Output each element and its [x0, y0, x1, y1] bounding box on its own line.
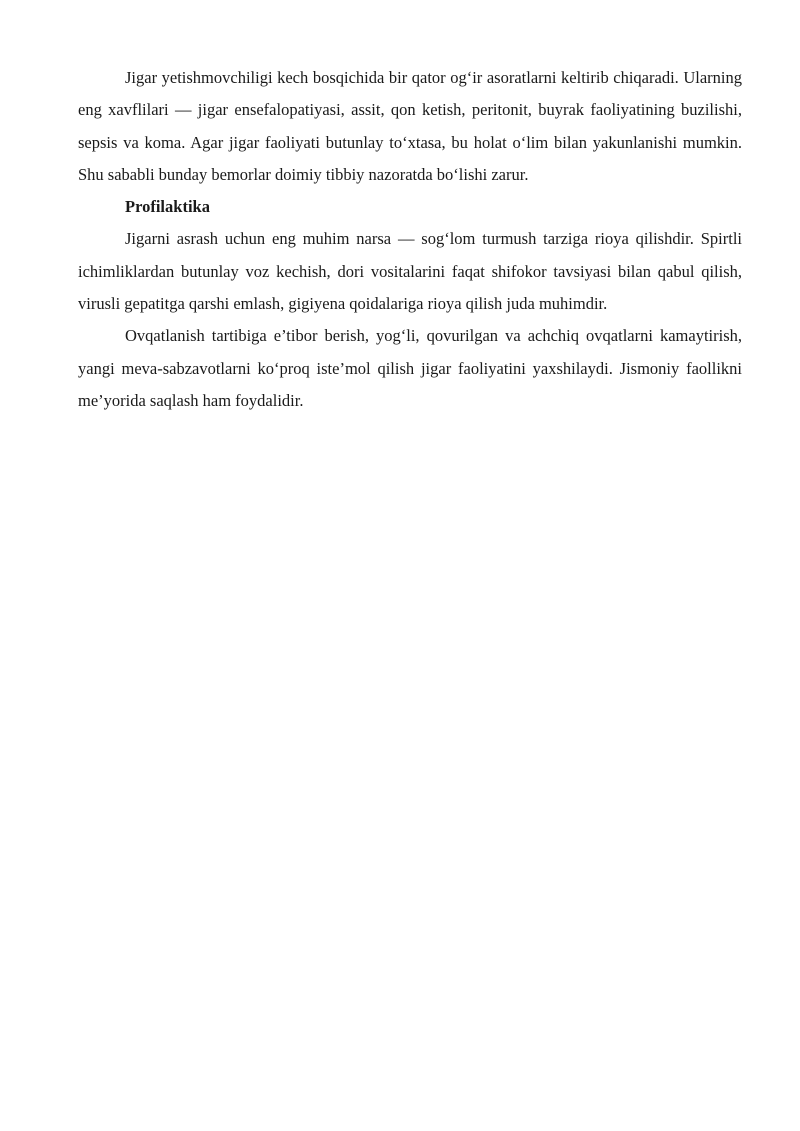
section-heading-profilaktika: Profilaktika: [125, 197, 210, 217]
paragraph-complications: Jigar yetishmovchiligi kech bosqichida bir qator og‘ir asoratlarni keltirib chiqaradi. Ularning eng xavflilari — jigar ensefalopatiyasi, assit, qon ketish, peritonit, buyrak faoliyatining buzilishi, sepsis va koma. Agar jigar faoliyati butunlay to‘xtasa, bu holat o‘lim bilan yakunlanishi mumkin. Shu sababli bunday bemorlar doimiy tibbiy nazoratda bo‘lishi zarur.: [78, 68, 742, 184]
paragraph-prevention-diet: Ovqatlanish tartibiga e’tibor berish, yog‘li, qovurilgan va achchiq ovqatlarni kamaytirish, yangi meva-sabzavotlarni ko‘proq iste’mol qilish jigar faoliyatini yaxshilaydi. Jismoniy faollikni me’yorida saqlash ham foydalidir.: [78, 326, 742, 410]
paragraph-prevention-lifestyle: Jigarni asrash uchun eng muhim narsa — sog‘lom turmush tarziga rioya qilishdir. Spirtli ichimliklardan butunlay voz kechish, dori vositalarini faqat shifokor tavsiyasi bilan qabul qilish, virusli gepatitga qarshi emlash, gigiyena qoidalariga rioya qilish juda muhimdir.: [78, 229, 742, 314]
document-body: [78, 62, 742, 417]
